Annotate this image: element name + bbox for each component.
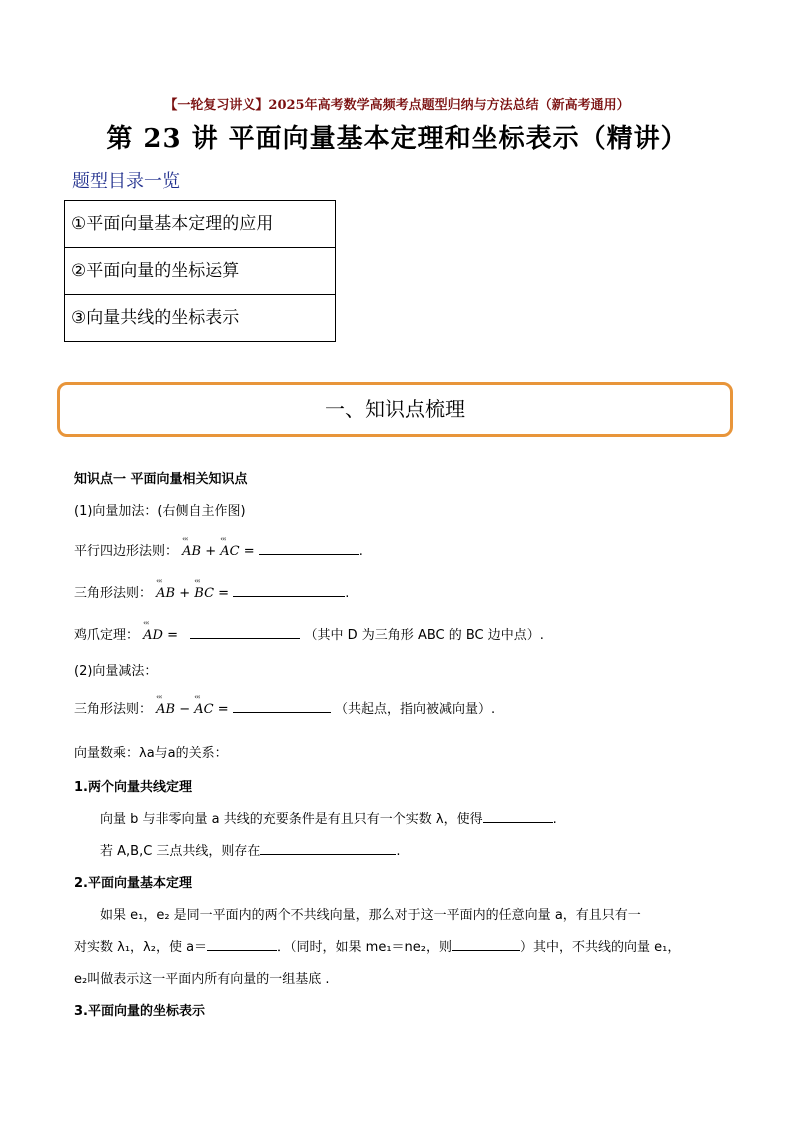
- catalog-row: [65, 295, 336, 342]
- claw-line: 鸡爪定理： ‹‹‹ AD = （其中 D 为三角形 ABC 的 BC 边中点）.: [74, 624, 544, 643]
- claw-label: 鸡爪定理：: [74, 628, 140, 643]
- catalog-heading: 题型目录一览: [72, 171, 180, 192]
- parallelogram-line: 平行四边形法则： ‹‹‹ AB + ‹‹‹ AC = .: [74, 540, 363, 559]
- triangle-sub-label: 三角形法则：: [74, 702, 153, 717]
- catalog-item[interactable]: ①平面向量基本定理的应用: [65, 201, 336, 248]
- s1-text: 向量 b 与非零向量 a 共线的充要条件是有且只有一个实数 λ，使得: [100, 812, 483, 827]
- answer-blank[interactable]: [233, 584, 345, 597]
- answer-blank[interactable]: [260, 842, 396, 855]
- s1-paragraph-1: 向量 b 与非零向量 a 共线的充要条件是有且只有一个实数 λ，使得 .: [100, 812, 557, 827]
- parallelogram-label: 平行四边形法则：: [74, 544, 179, 559]
- catalog-table: [64, 200, 336, 342]
- banner-text: 一、知识点梳理: [325, 397, 465, 421]
- answer-blank[interactable]: [233, 700, 331, 713]
- catalog-row: [65, 201, 336, 248]
- triangle-add-label: 三角形法则：: [74, 586, 153, 601]
- s2-paragraph-1: 如果 e₁，e₂ 是同一平面内的两个不共线向量，那么对于这一平面内的任意向量 a，有且只有一: [100, 908, 641, 923]
- s2-paragraph-3: e₂叫做表示这一平面内所有向量的一组基底 .: [74, 972, 330, 987]
- subtraction-note: （共起点，指向被减向量）.: [334, 702, 496, 717]
- claw-note: （其中 D 为三角形 ABC 的 BC 边中点）.: [304, 628, 544, 643]
- s2-text: ．（同时，如果 me₁＝ne₂，则: [277, 940, 453, 955]
- kp1-title: 知识点一 平面向量相关知识点: [74, 472, 248, 487]
- catalog-row: [65, 248, 336, 295]
- s2-text: 对实数 λ₁，λ₂，使 a＝: [74, 940, 208, 955]
- s1-paragraph-2: 若 A,B,C 三点共线，则存在 .: [100, 844, 401, 859]
- scalar-line: 向量数乘：λa与a的关系：: [74, 746, 228, 761]
- addition-heading: (1)向量加法：(右侧自主作图): [74, 504, 246, 519]
- triangle-sub-line: 三角形法则： ‹‹‹ AB − ‹‹‹ AC = （共起点，指向被减向量）.: [74, 698, 495, 717]
- answer-blank[interactable]: [259, 542, 359, 555]
- lecture-title: 第 23 讲 平面向量基本定理和坐标表示（精讲）: [106, 124, 688, 154]
- s2-text: ）其中，不共线的向量 e₁，: [520, 940, 681, 955]
- answer-blank[interactable]: [190, 626, 300, 639]
- section-3-title: 3.平面向量的坐标表示: [74, 1004, 205, 1019]
- subtraction-heading: (2)向量减法：: [74, 664, 158, 679]
- triangle-add-line: 三角形法则： ‹‹‹ AB + ‹‹‹ BC = .: [74, 582, 349, 601]
- series-header: 【一轮复习讲义】2025年高考数学高频考点题型归纳与方法总结（新高考通用）: [164, 98, 630, 113]
- catalog-item[interactable]: ②平面向量的坐标运算: [65, 248, 336, 295]
- section-banner: [57, 382, 733, 437]
- catalog-item[interactable]: ③向量共线的坐标表示: [65, 295, 336, 342]
- answer-blank[interactable]: [483, 810, 553, 823]
- s2-paragraph-2: [74, 936, 680, 955]
- section-1-title: 1.两个向量共线定理: [74, 780, 192, 795]
- answer-blank[interactable]: [207, 938, 277, 951]
- answer-blank[interactable]: [452, 938, 520, 951]
- section-2-title: 2.平面向量基本定理: [74, 876, 192, 891]
- s1-text: 若 A,B,C 三点共线，则存在: [100, 844, 261, 859]
